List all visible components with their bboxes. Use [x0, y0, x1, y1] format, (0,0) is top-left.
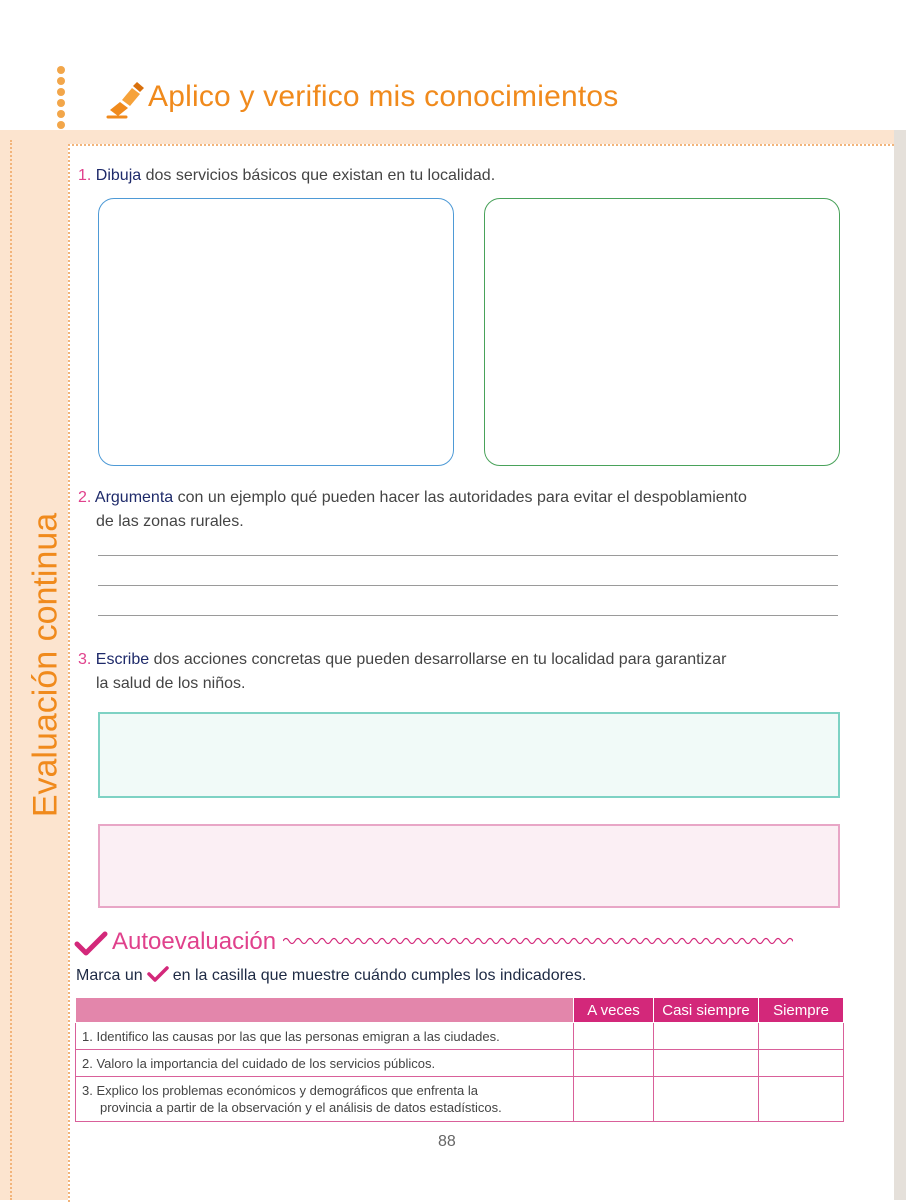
- writing-line-3[interactable]: [98, 615, 838, 616]
- checkbox-cell[interactable]: [574, 1077, 654, 1122]
- page-number: 88: [438, 1133, 456, 1150]
- page-title: Aplico y verifico mis conocimientos: [148, 80, 619, 113]
- drawing-box-1[interactable]: [98, 198, 454, 466]
- question-verb: Dibuja: [95, 167, 142, 184]
- checkbox-cell[interactable]: [654, 1050, 759, 1077]
- answer-box-teal-2[interactable]: [98, 755, 840, 798]
- question-text-line2: la salud de los niños.: [96, 675, 246, 692]
- answer-box-pink-2[interactable]: [98, 867, 840, 908]
- answer-box-teal-1[interactable]: [98, 712, 840, 757]
- indicator-cell: [76, 1023, 574, 1050]
- question-2: [78, 486, 848, 534]
- indicator-text-line2: provincia a partir de la observación y el análisis de datos estadísticos.: [100, 1100, 502, 1115]
- checkbox-cell[interactable]: [574, 1023, 654, 1050]
- question-text: dos servicios básicos que existan en tu localidad.: [141, 167, 496, 184]
- checkbox-cell[interactable]: [759, 1023, 844, 1050]
- instruction-after: en la casilla que muestre cuándo cumples los indicadores.: [172, 967, 587, 984]
- question-text: dos acciones concretas que pueden desarrollarse en tu localidad para garantizar: [149, 651, 727, 668]
- decorative-dots: [54, 66, 68, 132]
- question-number: 2.: [78, 489, 92, 506]
- question-1: [78, 164, 495, 188]
- table-row: [76, 1077, 844, 1122]
- checkbox-cell[interactable]: [654, 1023, 759, 1050]
- left-dotted-border: [10, 140, 12, 1200]
- question-number: 3.: [78, 651, 92, 668]
- answer-box-pink-1[interactable]: [98, 824, 840, 869]
- stamp-icon: [106, 80, 146, 120]
- question-text-line2: de las zonas rurales.: [96, 513, 244, 530]
- question-text: con un ejemplo qué pueden hacer las autoridades para evitar el despoblamiento: [173, 489, 747, 506]
- table-header-row: [76, 998, 844, 1023]
- writing-line-1[interactable]: [98, 555, 838, 556]
- right-edge-tab: [894, 130, 906, 1200]
- question-verb: Escribe: [95, 651, 150, 668]
- question-verb: Argumenta: [94, 489, 174, 506]
- drawing-box-2[interactable]: [484, 198, 840, 466]
- column-header: Casi siempre: [654, 998, 759, 1023]
- checkmark-icon: [74, 930, 108, 956]
- indicator-text: 2. Valoro la importancia del cuidado de los servicios públicos.: [82, 1055, 436, 1071]
- question-3: [78, 648, 848, 696]
- checkbox-cell[interactable]: [759, 1077, 844, 1122]
- autoevaluacion-title: Autoevaluación: [112, 928, 277, 955]
- checkbox-cell[interactable]: [759, 1050, 844, 1077]
- column-header: Siempre: [759, 998, 844, 1023]
- table-row: [76, 1023, 844, 1050]
- indicator-cell: [76, 1050, 574, 1077]
- side-label: Evaluación continua: [26, 512, 65, 818]
- instruction-before: Marca un: [76, 967, 143, 984]
- autoevaluacion-table: [75, 997, 844, 1122]
- wavy-underline: [283, 934, 793, 948]
- checkbox-cell[interactable]: [574, 1050, 654, 1077]
- column-header: A veces: [574, 998, 654, 1023]
- indicator-text: 3. Explico los problemas económicos y demográficos que enfrenta la: [82, 1083, 478, 1098]
- autoevaluacion-instruction: [76, 966, 586, 985]
- writing-line-2[interactable]: [98, 585, 838, 586]
- indicator-cell: [76, 1077, 574, 1122]
- indicator-text: 1. Identifico las causas por las que las personas emigran a las ciudades.: [82, 1028, 500, 1044]
- table-row: [76, 1050, 844, 1077]
- checkbox-cell[interactable]: [654, 1077, 759, 1122]
- table-header-blank: [76, 998, 574, 1023]
- question-number: 1.: [78, 167, 92, 184]
- checkmark-icon: [147, 966, 169, 982]
